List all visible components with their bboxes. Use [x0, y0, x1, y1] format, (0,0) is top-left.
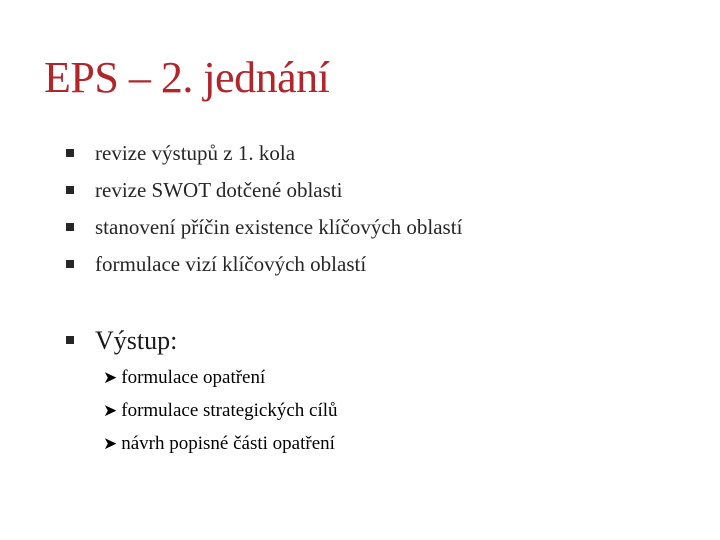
list-item: [66, 215, 462, 252]
list-item-text: formulace strategických cílů: [121, 400, 338, 421]
arrow-bullet-icon: ➤: [103, 368, 118, 387]
list-item-text: formulace vizí klíčových oblastí: [95, 252, 367, 276]
square-bullet-icon: [66, 186, 74, 194]
list-item-text: stanovení příčin existence klíčových oblastí: [95, 215, 463, 239]
bullet-list: [66, 141, 462, 289]
square-bullet-icon: [66, 223, 74, 231]
square-bullet-icon: [66, 149, 74, 157]
list-item-text: revize SWOT dotčené oblasti: [95, 178, 343, 202]
list-item: [103, 433, 338, 466]
square-bullet-icon: [66, 336, 74, 344]
list-item: [66, 141, 462, 178]
list-item: [66, 178, 462, 215]
arrow-bullet-icon: ➤: [103, 434, 118, 453]
output-list: [103, 367, 338, 466]
list-item-text: návrh popisné části opatření: [121, 433, 335, 454]
list-item: [103, 367, 338, 400]
square-bullet-icon: [66, 260, 74, 268]
output-label: Výstup:: [95, 326, 178, 355]
list-item-text: formulace opatření: [121, 367, 266, 388]
list-item-text: revize výstupů z 1. kola: [95, 141, 296, 165]
output-heading: [66, 326, 177, 356]
arrow-bullet-icon: ➤: [103, 401, 118, 420]
slide-title: EPS – 2. jednání: [44, 53, 330, 102]
list-item: [103, 400, 338, 433]
list-item: [66, 252, 462, 289]
